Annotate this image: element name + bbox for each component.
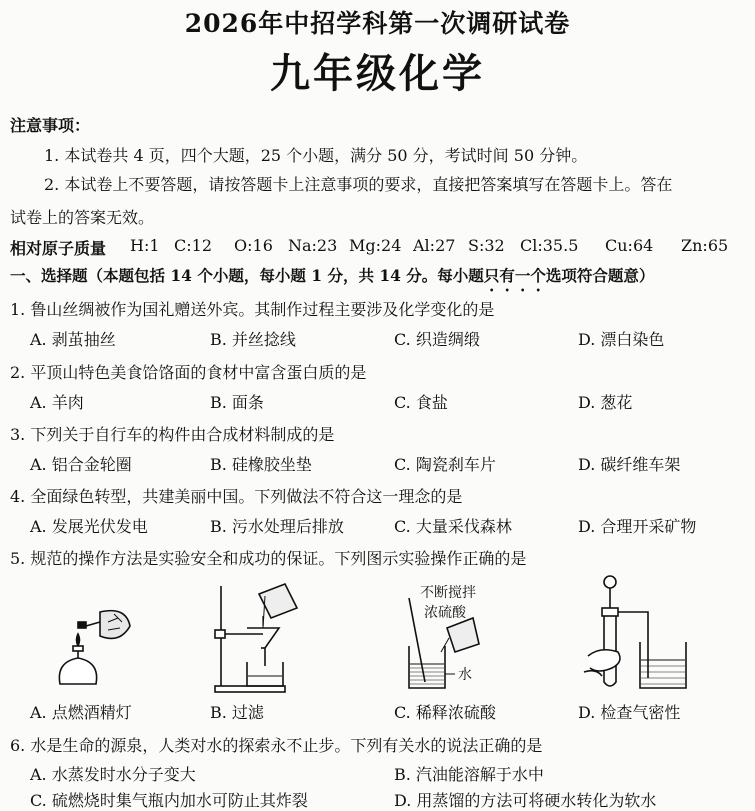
q1-option-c: C. 织造绸缎 bbox=[394, 330, 480, 349]
question-6-stem: 6. 水是生命的源泉，人类对水的探索永不止步。下列有关水的说法正确的是 bbox=[10, 736, 543, 755]
subject-title: 九年级化学 bbox=[270, 50, 485, 97]
notice-heading: 注意事项： bbox=[10, 116, 91, 135]
section-1-heading-emph: 只有一个 bbox=[483, 266, 546, 285]
question-2-stem: 2. 平顶山特色美食饸饹面的食材中富含蛋白质的是 bbox=[10, 363, 367, 382]
q2-option-c: C. 食盐 bbox=[394, 393, 448, 412]
notice-item-1: 1. 本试卷共 4 页，四个大题，25 个小题，满分 50 分，考试时间 50 分钟。 bbox=[44, 146, 588, 165]
question-1-stem: 1. 鲁山丝绸被作为国礼赠送外宾。其制作过程主要涉及化学变化的是 bbox=[10, 300, 495, 319]
q4-option-d: D. 合理开采矿物 bbox=[578, 517, 697, 536]
mass-mg: Mg:24 bbox=[349, 236, 402, 255]
question-5-stem: 5. 规范的操作方法是实验安全和成功的保证。下列图示实验操作正确的是 bbox=[10, 549, 527, 568]
mass-al: Al:27 bbox=[413, 236, 456, 255]
question-3-stem: 3. 下列关于自行车的构件由合成材料制成的是 bbox=[10, 425, 335, 444]
notice-item-2: 2. 本试卷上不要答题，请按答题卡上注意事项的要求，直接把答案填写在答题卡上。答在 bbox=[44, 175, 673, 194]
mass-o: O:16 bbox=[234, 236, 273, 255]
mass-cl: Cl:35.5 bbox=[520, 236, 579, 255]
q6-option-b: B. 汽油能溶解于水中 bbox=[394, 765, 544, 784]
figure-c-label-acid: 浓硫酸 bbox=[424, 605, 466, 621]
mass-cu: Cu:64 bbox=[605, 236, 654, 255]
mass-zn: Zn:65 bbox=[681, 236, 729, 255]
q4-option-a: A. 发展光伏发电 bbox=[30, 517, 148, 536]
exam-title: 2026年中招学科第一次调研试卷 bbox=[184, 9, 571, 38]
question-4-stem: 4. 全面绿色转型，共建美丽中国。下列做法不符合这一理念的是 bbox=[10, 487, 463, 506]
q5-option-a: A. 点燃酒精灯 bbox=[30, 703, 132, 722]
figure-airtight bbox=[578, 572, 698, 694]
q6-option-d: D. 用蒸馏的方法可将硬水转化为软水 bbox=[394, 791, 657, 810]
q2-option-d: D. 葱花 bbox=[578, 393, 633, 412]
q2-option-a: A. 羊肉 bbox=[30, 393, 84, 412]
q5-option-d: D. 检查气密性 bbox=[578, 703, 681, 722]
figure-c-label-water: 水 bbox=[458, 667, 472, 683]
figure-c-label-stir: 不断搅拌 bbox=[420, 585, 476, 601]
q3-option-d: D. 碳纤维车架 bbox=[578, 455, 681, 474]
mass-s: S:32 bbox=[468, 236, 505, 255]
figure-alcohol-lamp bbox=[38, 592, 148, 692]
section-1-heading-b: 选项符合题意） bbox=[545, 266, 655, 285]
section-1-heading bbox=[10, 264, 654, 295]
notice-item-2-cont: 试卷上的答案无效。 bbox=[10, 208, 155, 227]
figure-filtration bbox=[205, 578, 325, 696]
q1-option-a: A. 剥茧抽丝 bbox=[30, 330, 116, 349]
q5-option-b: B. 过滤 bbox=[210, 703, 264, 722]
q3-option-a: A. 铝合金轮圈 bbox=[30, 455, 132, 474]
q3-option-b: B. 硅橡胶坐垫 bbox=[210, 455, 312, 474]
mass-h: H:1 bbox=[130, 236, 160, 255]
q3-option-c: C. 陶瓷刹车片 bbox=[394, 455, 496, 474]
q2-option-b: B. 面条 bbox=[210, 393, 264, 412]
q6-option-a: A. 水蒸发时水分子变大 bbox=[30, 765, 196, 784]
atomic-masses bbox=[10, 236, 106, 259]
q5-option-c: C. 稀释浓硫酸 bbox=[394, 703, 496, 722]
q1-option-d: D. 漂白染色 bbox=[578, 330, 665, 349]
mass-c: C:12 bbox=[174, 236, 212, 255]
q4-option-b: B. 污水处理后排放 bbox=[210, 517, 344, 536]
q6-option-c: C. 硫燃烧时集气瓶内加水可防止其炸裂 bbox=[30, 791, 308, 810]
q1-option-b: B. 并丝捻线 bbox=[210, 330, 296, 349]
atomic-masses-label: 相对原子质量 bbox=[10, 239, 107, 258]
mass-na: Na:23 bbox=[288, 236, 338, 255]
q4-option-c: C. 大量采伐森林 bbox=[394, 517, 512, 536]
section-1-heading-a: 一、选择题（本题包括 14 个小题，每小题 1 分，共 14 分。每小题 bbox=[10, 266, 484, 285]
